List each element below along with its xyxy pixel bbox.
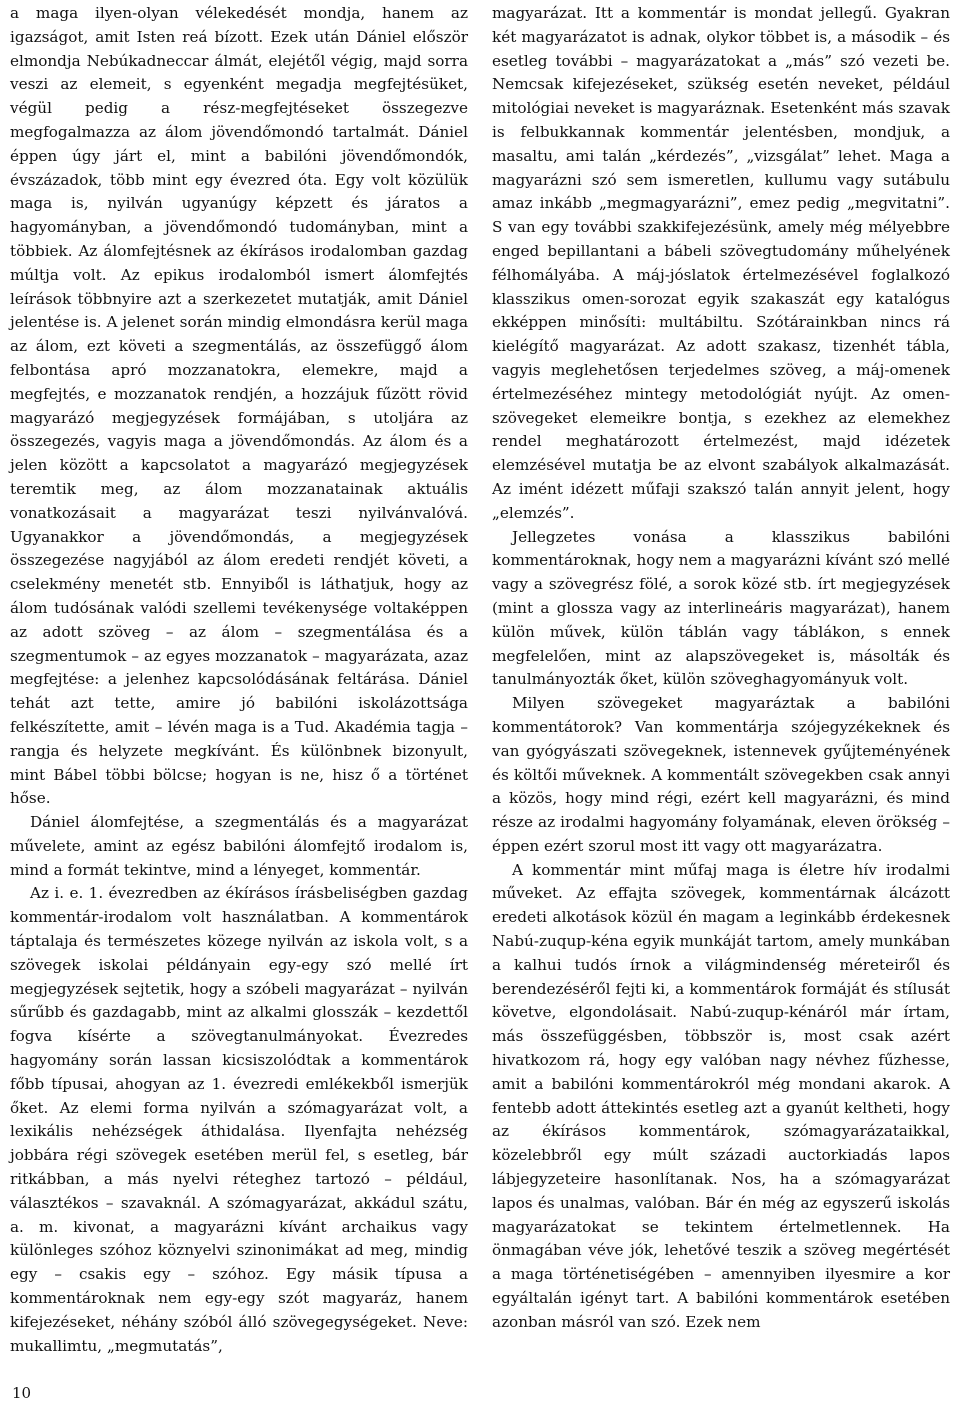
page-number: 10 [12,1384,32,1402]
left-paragraph-2: Dániel álomfejtése, a szegmentálás és a magyarázat művelete, amint az egész babilóni álomfejtő irodalom is, mind a formát tekintve, mind a lényeget, kommentár. [10,813,468,879]
right-column [492,2,950,1335]
left-column [10,2,468,1358]
right-paragraph-4: A kommentár mint műfaj maga is életre hív irodalmi műveket. Az effajta szövegek, kommentárnak álcázott eredeti alkotások közül én magam a leginkább érdekesnek Nabú-zuqup-kéna egyik munkáját tartom, amely munkában a kalhui tudós írnok a világmindenség méreteiről és berendezéséről fejti ki, a kommentárok formáját és stílusát követve, elgondolásait. Nabú-zuqup-kénáról már írtam, más összefüggésben, többször is, most csak azért hivatkozom rá, hogy egy valóban nagy névhez fűzhesse, amit a babilóni kommentárokról még mondani akarok. A fentebb adott áttekintés esetleg azt a gyanút keltheti, hogy az ékírásos kommentárok, szómagyarázataikkal, közelebbről egy múlt századi auctorkiadás lapos lábjegyzeteire hasonlítanak. Nos, ha a szómagyarázat lapos és unalmas, valóban. Bár én még az egyszerű iskolás magyarázatokat se tekintem értelmetlennek. Ha önmagában véve jók, lehetővé teszik a szöveg megértését a maga történetiségében – amennyiben ilyesmire a kor egyáltalán igényt tart. A babilóni kommentárok esetében azonban másról van szó. Ezek nem [492,860,950,1331]
right-paragraph-1: magyarázat. Itt a kommentár is mondat jellegű. Gyakran két magyarázatot is adnak, olykor többet is, a második – és esetleg további – magyarázatokat a „más” szó vezeti be. Nemcsak kifejezéseket, szükség esetén neveket, például mitológiai neveket is magyaráznak. Esetenként más szavak is felbukkannak kommentár jelentésben, mondjuk, a masaltu, ami talán „kérdezés”, „vizsgálat” lehet. Maga a magyarázni szó sem ismeretlen, kullumu vagy sutábulu amaz inkább „megmagyarázni”, emez pedig „megvitatni”. S van egy további szakkifejezésünk, amely még mélyebbre enged bepillantani a bábeli szövegtudomány műhelyének félhomályába. A máj-jóslatok értelmezésével foglalkozó klasszikus omen-sorozat egyik szakaszát egy katalógus ekképpen minősíti: multábiltu. Szótárainkban nincs rá kielégítő magyarázat. Az adott szakasz, tizenhét tábla, vagyis meglehetősen terjedelmes szöveg, a máj-omenek értelmezéséhez mintegy metodológiát nyújt. Az omen-szövegeket elemeikre bontja, s ezekhez az elemekhez rendel meghatározott értelmezést, majd idézetek elemzésével mutatja be az elvont szabályok alkalmazását. Az imént idézett műfaji szakszó talán annyit jelent, hogy „elemzés”. [492,4,950,522]
right-paragraph-3: Milyen szövegeket magyaráztak a babilóni kommentátorok? Van kommentárja szójegyzékeknek és van gyógyászati szövegeknek, istennevek gyűjteményének és költői műveknek. A kommentált szövegekben csak annyi a közös, hogy mind régi, ezért kell magyarázni, és mind része az irodalmi hagyomány folyamának, eleven örökség – éppen ezért szorul most itt vagy ott magyarázatra. [492,694,950,855]
left-paragraph-1: a maga ilyen-olyan vélekedését mondja, hanem az igazságot, amit Isten reá bízott. Ezek után Dániel először elmondja Nebúkadneccar álmát, elejétől végig, majd sorra veszi az elemeit, s egyenként megadja megfejtésüket, végül pedig a rész-megfejtéseket összegezve megfogalmazza az álom jövendőmondó tartalmát. Dániel éppen úgy járt el, mint a babilóni jövendőmondók, évszázadok, több mint egy évezred óta. Egy volt közülük maga is, nyilván ugyanúgy képzett és járatos a hagyományban, a jövendőmondó tudományban, mint a többiek. Az álomfejtésnek az ékírásos irodalomban gazdag múltja volt. Az epikus irodalomból ismert álomfejtés leírások többnyire azt a szerkezetet mutatják, amit Dániel jelentése is. A jelenet során mindig elmondásra kerül maga az álom, ezt követi a szegmentálás, az összefüggő álom felbontása apró mozzanatokra, elemekre, majd a megfejtés, e mozzanatok rendjén, a hozzájuk fűzött rövid magyarázó megjegyzések formájában, s utoljára az összegezés, vagyis maga a jövendőmondás. Az álom és a jelen között a kapcsolatot a magyarázó megjegyzések teremtik meg, az álom mozzanatainak aktuális vonatkozásait a magyarázat teszi nyilvánvalóvá. Ugyanakkor a jövendőmondás, a megjegyzések összegezése nagyjából az álom eredeti rendjét követi, a cselekmény menetét stb. Ennyiből is láthatjuk, hogy az álom tudósának valódi szellemi tevékenysége voltaképpen az adott szöveg – az álom – szegmentálása és a szegmentumok – az egyes mozzanatok – magyarázata, azaz megfejtése: a jelenhez kapcsolódásának feltárása. Dániel tehát azt tette, amire jó babilóni iskolázottsága felkészítette, amit – lévén maga is a Tud. Akadémia tagja – rangja és helyzete megkívánt. És különbnek bizonyult, mint Bábel többi bölcse; hogyan is ne, hisz ő a történet hőse. [10,4,468,808]
left-paragraph-3: Az i. e. 1. évezredben az ékírásos írásbeliségben gazdag kommentár-irodalom volt használatban. A kommentárok táptalaja és természetes közege nyilván az iskola volt, s a szövegek iskolai példányain egy-egy szó mellé írt megjegyzések sejtetik, hogy a szóbeli magyarázat – nyilván sűrűbb és gazdagabb, mint az alkalmi glosszák – kezdettől fogva kísérte a szövegtanulmányokat. Évezredes hagyomány során lassan kicsiszolódtak a kommentárok főbb típusai, ahogyan az 1. évezredi emlékekből ismerjük őket. Az elemi forma nyilván a szómagyarázat volt, a lexikális nehézségek áthidalása. Ilyenfajta nehézség jobbára régi szövegek esetében merül fel, s esetleg, bár ritkábban, a más nyelvi réteghez tartozó – például, választékos – szavaknál. A szómagyarázat, akkádul szátu, a. m. kivonat, a magyarázni kívánt archaikus vagy különleges szóhoz köznyelvi szinonimákat ad meg, mindig egy – csakis egy – szóhoz. Egy másik típusa a kommentároknak nem egy-egy szót magyaráz, hanem kifejezéseket, néhány szóból álló szövegegységeket. Neve: mukallimtu, „megmutatás”, [10,884,468,1355]
right-paragraph-2: Jellegzetes vonása a klasszikus babilóni kommentároknak, hogy nem a magyarázni kívánt szó mellé vagy a szövegrész fölé, a sorok közé stb. írt megjegyzések (mint a glossza vagy az interlineáris magyarázat), hanem külön művek, külön táblán vagy táblákon, s ennek megfelelően, mint az alapszövegeket is, másolták és tanulmányozták őket, külön szöveghagyományuk volt. [492,527,950,689]
